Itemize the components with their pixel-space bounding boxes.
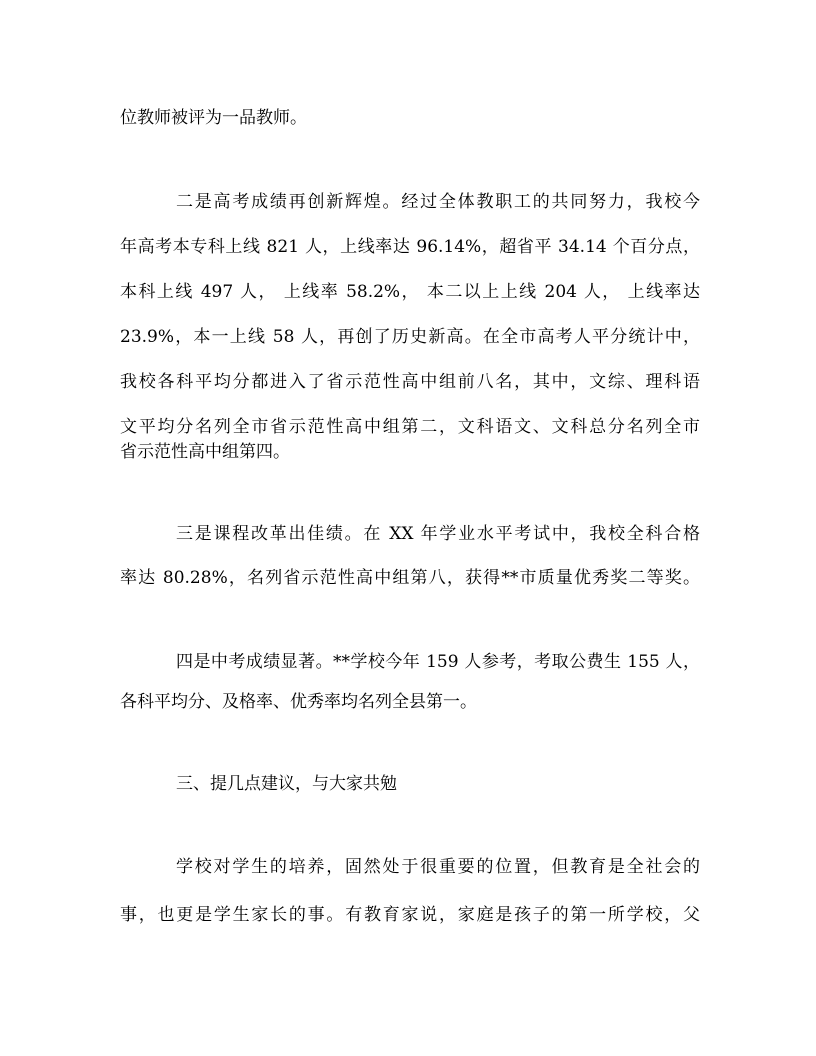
paragraph-2-line-2: 年高考本专科上线 821 人，上线率达 96.14%，超省平 34.14 个百分点， bbox=[120, 237, 700, 257]
paragraph-5-line-2: 事，也更是学生家长的事。有教育家说，家庭是孩子的第一所学校，父 bbox=[120, 905, 700, 925]
paragraph-3-line-1: 三是课程改革出佳绩。在 XX 年学业水平考试中，我校全科合格 bbox=[176, 524, 700, 544]
paragraph-2-line-6: 文平均分名列全市省示范性高中组第二，文科语文、文科总分名列全市 bbox=[120, 417, 700, 437]
section-heading: 三、提几点建议，与大家共勉 bbox=[176, 774, 397, 794]
paragraph-5-line-1: 学校对学生的培养，固然处于很重要的位置，但教育是全社会的 bbox=[176, 857, 700, 877]
paragraph-3-line-2: 率达 80.28%，名列省示范性高中组第八，获得**市质量优秀奖二等奖。 bbox=[120, 568, 700, 588]
text-line-1: 位教师被评为一品教师。 bbox=[120, 108, 307, 128]
paragraph-2-line-3: 本科上线 497 人， 上线率 58.2%， 本二以上上线 204 人， 上线率达 bbox=[120, 282, 700, 302]
paragraph-2-line-7: 省示范性高中组第四。 bbox=[120, 442, 290, 462]
paragraph-2-line-4: 23.9%，本一上线 58 人，再创了历史新高。在全市高考人平分统计中， bbox=[120, 327, 700, 347]
paragraph-2-line-5: 我校各科平均分都进入了省示范性高中组前八名，其中，文综、理科语 bbox=[120, 372, 700, 392]
paragraph-4-line-1: 四是中考成绩显著。**学校今年 159 人参考，考取公费生 155 人， bbox=[176, 652, 700, 672]
paragraph-2-line-1: 二是高考成绩再创新辉煌。经过全体教职工的共同努力，我校今 bbox=[176, 192, 700, 212]
paragraph-4-line-2: 各科平均分、及格率、优秀率均名列全县第一。 bbox=[120, 692, 477, 712]
